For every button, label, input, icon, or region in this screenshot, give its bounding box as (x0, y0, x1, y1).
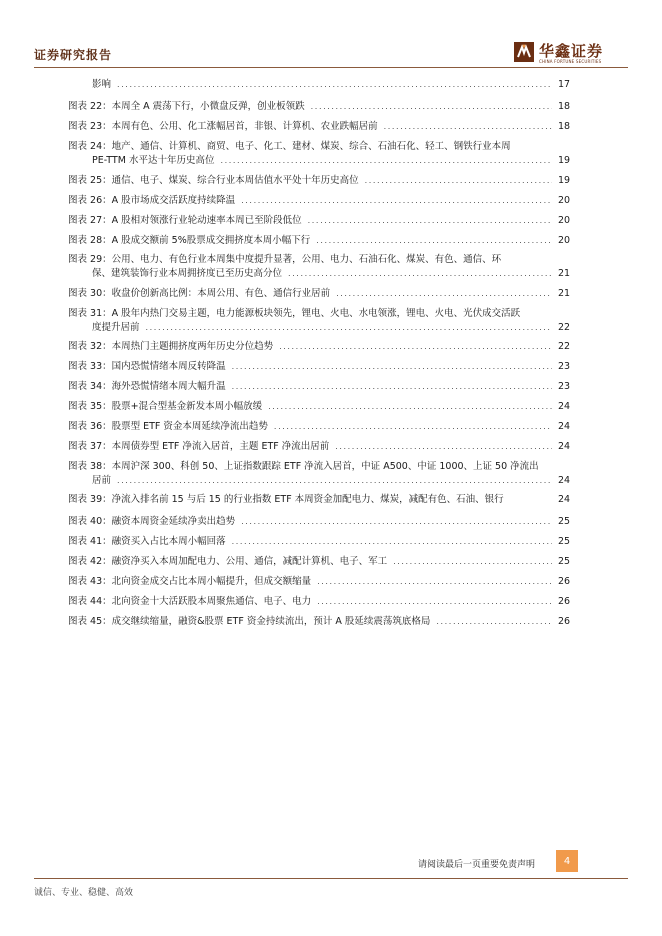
toc-entry-title: 图表 29：公用、电力、有色行业本周集中度提升显著，公用、电力、石油石化、煤炭、有色、通信、环 (68, 254, 502, 265)
toc-entry-title: 影响 (92, 79, 112, 90)
toc-page-number: 25 (558, 516, 571, 527)
toc-entry-title: 图表 41：融资买入占比本周小幅回落 (68, 536, 226, 547)
toc-entry-title: 图表 32：本周热门主题拥挤度两年历史分位趋势 (68, 341, 274, 352)
toc-entry-title: 图表 23：本周有色、公用、化工涨幅居首，非银、计算机、农业跌幅居前 (68, 121, 378, 132)
report-type-label: 证券研究报告 (34, 48, 113, 62)
toc-entry[interactable] (68, 140, 570, 168)
toc-leader-dots (232, 535, 552, 549)
toc-page-number: 19 (558, 175, 571, 186)
header-divider (34, 67, 628, 68)
toc-leader-dots (393, 555, 552, 569)
toc-entry[interactable] (68, 555, 570, 569)
toc-leader-dots (316, 234, 552, 248)
toc-entry[interactable] (68, 420, 570, 434)
toc-entry[interactable] (68, 194, 570, 208)
toc-page-number: 20 (558, 195, 571, 206)
toc-page-number: 17 (558, 79, 571, 90)
company-motto: 诚信、专业、稳健、高效 (34, 888, 134, 898)
toc-page-number: 18 (558, 101, 571, 112)
toc-leader-dots (311, 100, 552, 114)
page-number: 4 (556, 850, 578, 872)
toc-entry[interactable] (68, 493, 570, 507)
toc-leader-dots (436, 615, 552, 629)
toc-entry[interactable] (68, 380, 570, 394)
toc-entry-title: 图表 43：北向资金成交占比本周小幅提升，但成交额缩量 (68, 576, 312, 587)
toc-page-number: 22 (558, 341, 571, 352)
toc-entry-title: 保、建筑装饰行业本周拥挤度已至历史高分位 (92, 268, 283, 279)
toc-entry[interactable] (68, 120, 570, 134)
toc-page-number: 22 (558, 322, 571, 333)
logo-text-en: CHINA FORTUNE SECURITIES (539, 59, 602, 64)
toc-entry-title: 图表 44：北向资金十大活跃股本周聚焦通信、电子、电力 (68, 596, 312, 607)
table-of-figures (68, 72, 570, 629)
toc-entry-title: 图表 28：A 股成交额前 5%股票成交拥挤度本周小幅下行 (68, 235, 311, 246)
huaxin-logo-icon (514, 42, 534, 62)
toc-entry-title: 图表 39：净流入排名前 15 与后 15 的行业指数 ETF 本周资金加配电力、煤炭，减配有色、石油、银行 (68, 494, 504, 505)
toc-page-number: 21 (558, 268, 571, 279)
toc-entry-title: 图表 30：收盘价创新高比例：本周公用、有色、通信行业居前 (68, 288, 331, 299)
toc-entry[interactable] (68, 360, 570, 374)
toc-entry-title: PE-TTM 水平达十年历史高位 (92, 155, 215, 166)
toc-leader-dots (384, 120, 552, 134)
toc-page-number: 23 (558, 361, 571, 372)
toc-page-number: 25 (558, 536, 571, 547)
toc-entry[interactable] (68, 253, 570, 281)
toc-entry[interactable] (68, 440, 570, 454)
toc-entry[interactable] (68, 174, 570, 188)
toc-page-number: 21 (558, 288, 571, 299)
toc-entry-title: 图表 40：融资本周资金延续净卖出趋势 (68, 516, 236, 527)
toc-leader-dots (241, 194, 552, 208)
footer-divider (34, 878, 628, 879)
toc-entry-title: 图表 22：本周全 A 震荡下行，小微盘反弹，创业板领跌 (68, 101, 305, 112)
toc-leader-dots (335, 440, 552, 454)
toc-entry-title: 度提升居前 (92, 322, 140, 333)
toc-page-number: 23 (558, 381, 571, 392)
toc-leader-dots (317, 575, 552, 589)
toc-page-number: 25 (558, 556, 571, 567)
toc-leader-dots (146, 321, 552, 335)
toc-entry-title: 图表 25：通信、电子、煤炭、综合行业本周估值水平处十年历史高位 (68, 175, 359, 186)
toc-entry[interactable] (68, 615, 570, 629)
toc-page-number: 24 (558, 494, 571, 505)
toc-entry-title: 居前 (92, 475, 112, 486)
toc-entry-title: 图表 26：A 股市场成交活跃度持续降温 (68, 195, 236, 206)
toc-entry-title: 图表 31：A 股年内热门交易主题，电力能源板块领先，锂电、火电、水电领涨，锂电、火电、光伏成交活跃 (68, 308, 521, 319)
toc-page-number: 26 (558, 616, 571, 627)
toc-entry[interactable] (68, 575, 570, 589)
toc-page-number: 24 (558, 441, 571, 452)
toc-page-number: 19 (558, 155, 571, 166)
toc-entry[interactable] (68, 234, 570, 248)
toc-leader-dots (308, 214, 552, 228)
brand-logo (514, 40, 624, 68)
toc-leader-dots (117, 78, 552, 92)
toc-page-number: 26 (558, 596, 571, 607)
toc-entry[interactable] (68, 78, 570, 92)
toc-entry-title: 图表 37：本周债券型 ETF 净流入居首，主题 ETF 净流出居前 (68, 441, 330, 452)
toc-entry[interactable] (68, 340, 570, 354)
toc-entry[interactable] (68, 214, 570, 228)
toc-leader-dots (365, 174, 552, 188)
toc-leader-dots (274, 420, 552, 434)
toc-leader-dots (117, 474, 552, 488)
toc-entry-title: 图表 34：海外恐慌情绪本周大幅升温 (68, 381, 226, 392)
toc-entry[interactable] (68, 287, 570, 301)
toc-page-number: 24 (558, 401, 571, 412)
toc-entry-title: 图表 27：A 股相对领涨行业轮动速率本周已至阶段低位 (68, 215, 302, 226)
toc-page-number: 26 (558, 576, 571, 587)
toc-leader-dots (220, 154, 552, 168)
toc-entry[interactable] (68, 460, 570, 488)
logo-text-cn: 华鑫证券 (539, 42, 604, 60)
toc-entry[interactable] (68, 307, 570, 335)
toc-page-number: 24 (558, 475, 571, 486)
toc-entry-title: 图表 33：国内恐慌情绪本周反转降温 (68, 361, 226, 372)
toc-entry-title: 图表 38：本周沪深 300、科创 50、上证指数跟踪 ETF 净流入居首，中证 A500、中证 1000、上证 50 净流出 (68, 461, 539, 472)
toc-entry-title: 图表 35：股票+混合型基金新发本周小幅放缓 (68, 401, 263, 412)
disclaimer-notice[interactable]: 请阅读最后一页重要免责声明 (418, 860, 536, 870)
toc-entry-title: 图表 42：融资净买入本周加配电力、公用、通信，减配计算机、电子、军工 (68, 556, 388, 567)
toc-leader-dots (279, 340, 552, 354)
toc-entry[interactable] (68, 535, 570, 549)
toc-page-number: 24 (558, 421, 571, 432)
toc-leader-dots (232, 380, 552, 394)
toc-leader-dots (232, 360, 552, 374)
toc-entry-title: 图表 45：成交继续缩量，融资&股票 ETF 资金持续流出，预计 A 股延续震荡筑底格局 (68, 616, 431, 627)
toc-leader-dots (241, 515, 552, 529)
toc-page-number: 20 (558, 215, 571, 226)
toc-leader-dots (288, 267, 552, 281)
toc-entry-title: 图表 24：地产、通信、计算机、商贸、电子、化工、建材、煤炭、综合、石油石化、轻工、钢铁行业本周 (68, 141, 511, 152)
toc-page-number: 20 (558, 235, 571, 246)
toc-entry-title: 图表 36：股票型 ETF 资金本周延续净流出趋势 (68, 421, 268, 432)
toc-leader-dots (317, 595, 552, 609)
toc-entry[interactable] (68, 515, 570, 529)
toc-leader-dots (268, 400, 552, 414)
toc-entry[interactable] (68, 100, 570, 114)
toc-entry[interactable] (68, 400, 570, 414)
toc-leader-dots (336, 287, 552, 301)
toc-page-number: 18 (558, 121, 571, 132)
toc-entry[interactable] (68, 595, 570, 609)
